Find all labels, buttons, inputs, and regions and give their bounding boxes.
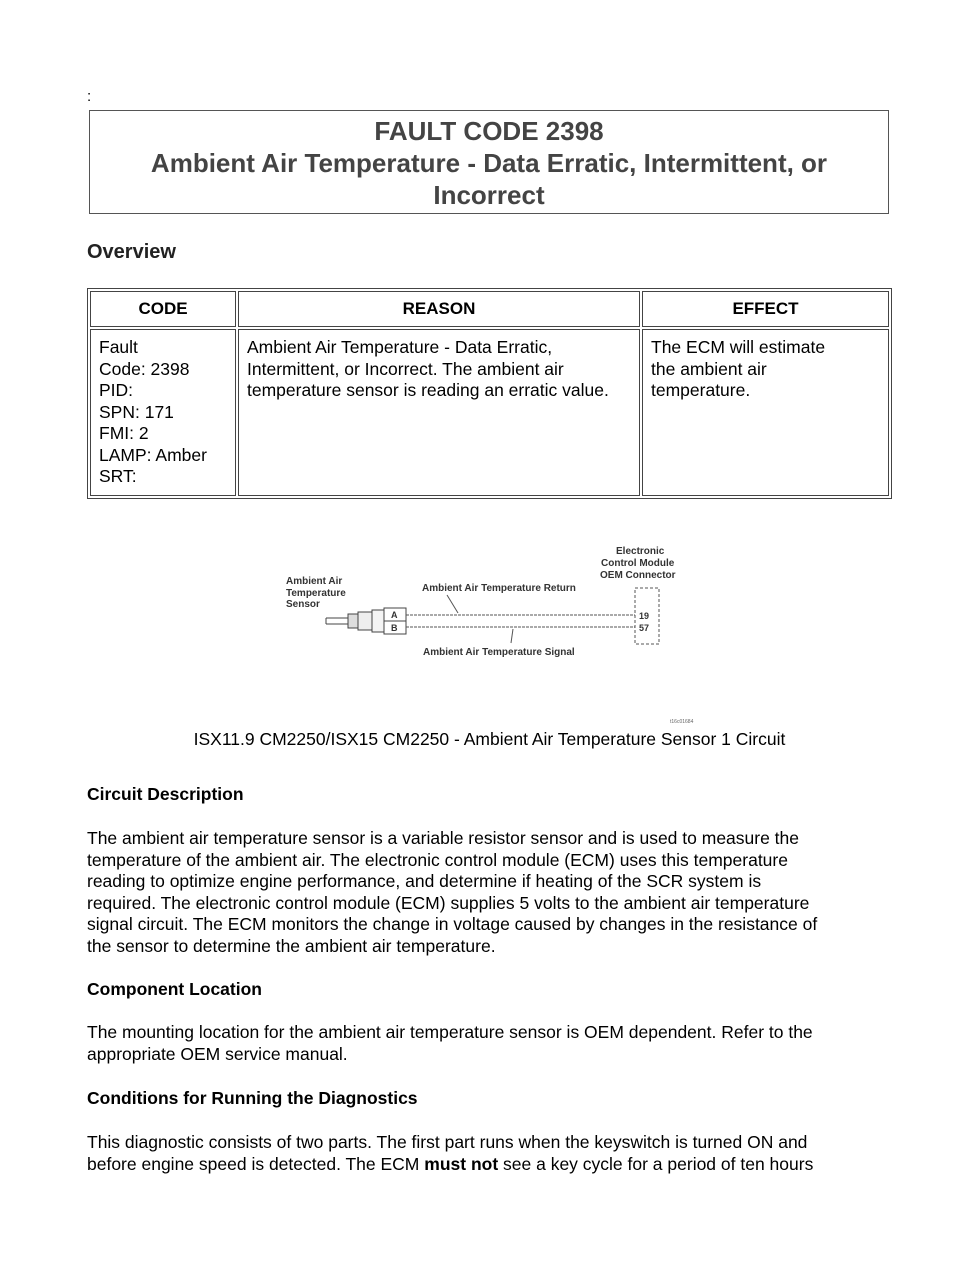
fault-description-line-1: Ambient Air Temperature - Data Erratic, Intermittent, or — [150, 148, 828, 178]
paragraph-line: signal circuit. The ECM monitors the change in voltage caused by changes in the resistance of — [87, 914, 818, 934]
fault-description-line-2: Incorrect — [433, 180, 545, 210]
code-line: LAMP: Amber — [99, 444, 207, 465]
code-line: SRT: — [99, 466, 137, 486]
effect-line: The ECM will estimate — [651, 337, 826, 357]
component-location-text — [87, 1022, 902, 1065]
code-line: Code: 2398 — [99, 358, 190, 379]
header-code: CODE — [90, 291, 236, 327]
text-run: before engine speed is detected. The ECM — [87, 1153, 425, 1174]
conditions-text — [87, 1132, 902, 1175]
wires — [406, 595, 635, 643]
table-row — [90, 329, 889, 496]
ecm-label-line: OEM Connector — [600, 570, 676, 581]
code-line: Fault — [99, 337, 138, 357]
paragraph-line: the sensor to determine the ambient air temperature. — [87, 935, 496, 956]
signal-wire-label: Ambient Air Temperature Signal — [423, 647, 575, 658]
sensor-pin-b: B — [391, 623, 398, 633]
diagram-caption: ISX11.9 CM2250/ISX15 CM2250 - Ambient Air Temperature Sensor 1 Circuit — [193, 729, 786, 749]
fault-code-title: FAULT CODE 2398 — [374, 116, 604, 146]
ecm-pin-57: 57 — [639, 623, 650, 633]
header-reason: REASON — [238, 291, 640, 327]
ecm-label-line: Control Module — [601, 558, 675, 569]
page-prefix: : — [87, 88, 92, 105]
code-line: SPN: 171 — [99, 401, 174, 422]
sensor-label-line: Ambient Air — [286, 576, 343, 587]
figure-id: t16c01684 — [670, 719, 694, 725]
overview-heading: Overview — [87, 241, 176, 263]
paragraph-line — [87, 1154, 902, 1176]
sensor-label-line: Temperature — [286, 588, 346, 599]
code-cell — [90, 329, 236, 496]
paragraph-line: The ambient air temperature sensor is a variable resistor sensor and is used to measure the — [87, 828, 800, 848]
sensor-label-line: Sensor — [286, 599, 320, 610]
table-header-row — [90, 291, 889, 327]
effect-line: the ambient air — [651, 358, 767, 379]
circuit-description-text — [87, 828, 902, 957]
conditions-heading: Conditions for Running the Diagnostics — [87, 1088, 418, 1108]
code-line: PID: — [99, 380, 134, 400]
emphasis-text: must not — [424, 1153, 499, 1174]
reason-line: Ambient Air Temperature - Data Erratic, — [247, 337, 553, 357]
effect-line: temperature. — [651, 380, 751, 400]
circuit-diagram — [280, 540, 710, 725]
paragraph-line: The mounting location for the ambient air temperature sensor is OEM dependent. Refer to the — [87, 1022, 813, 1042]
fault-title-box — [89, 110, 889, 214]
paragraph-line: required. The electronic control module (ECM) supplies 5 volts to the ambient air temperature — [87, 892, 810, 913]
circuit-description-heading: Circuit Description — [87, 784, 244, 804]
ecm-label-line: Electronic — [616, 546, 665, 557]
effect-cell — [642, 329, 889, 496]
reason-cell — [238, 329, 640, 496]
code-line: FMI: 2 — [99, 423, 149, 443]
paragraph-line: reading to optimize engine performance, and determine if heating of the SCR system is — [87, 871, 762, 891]
reason-line: temperature sensor is reading an erratic value. — [247, 380, 609, 400]
paragraph-line: This diagnostic consists of two parts. The first part runs when the keyswitch is turned ON and — [87, 1132, 808, 1152]
paragraph-line: temperature of the ambient air. The electronic control module (ECM) uses this temperature — [87, 849, 788, 870]
component-location-heading: Component Location — [87, 979, 262, 999]
return-wire-label: Ambient Air Temperature Return — [422, 583, 576, 594]
sensor-pin-a: A — [391, 610, 398, 620]
reason-line: Intermittent, or Incorrect. The ambient air — [247, 358, 564, 379]
overview-table — [87, 288, 892, 499]
ecm-pin-19: 19 — [639, 611, 650, 621]
text-run: see a key cycle for a period of ten hours — [498, 1153, 814, 1174]
header-effect: EFFECT — [642, 291, 889, 327]
paragraph-line: appropriate OEM service manual. — [87, 1043, 348, 1064]
